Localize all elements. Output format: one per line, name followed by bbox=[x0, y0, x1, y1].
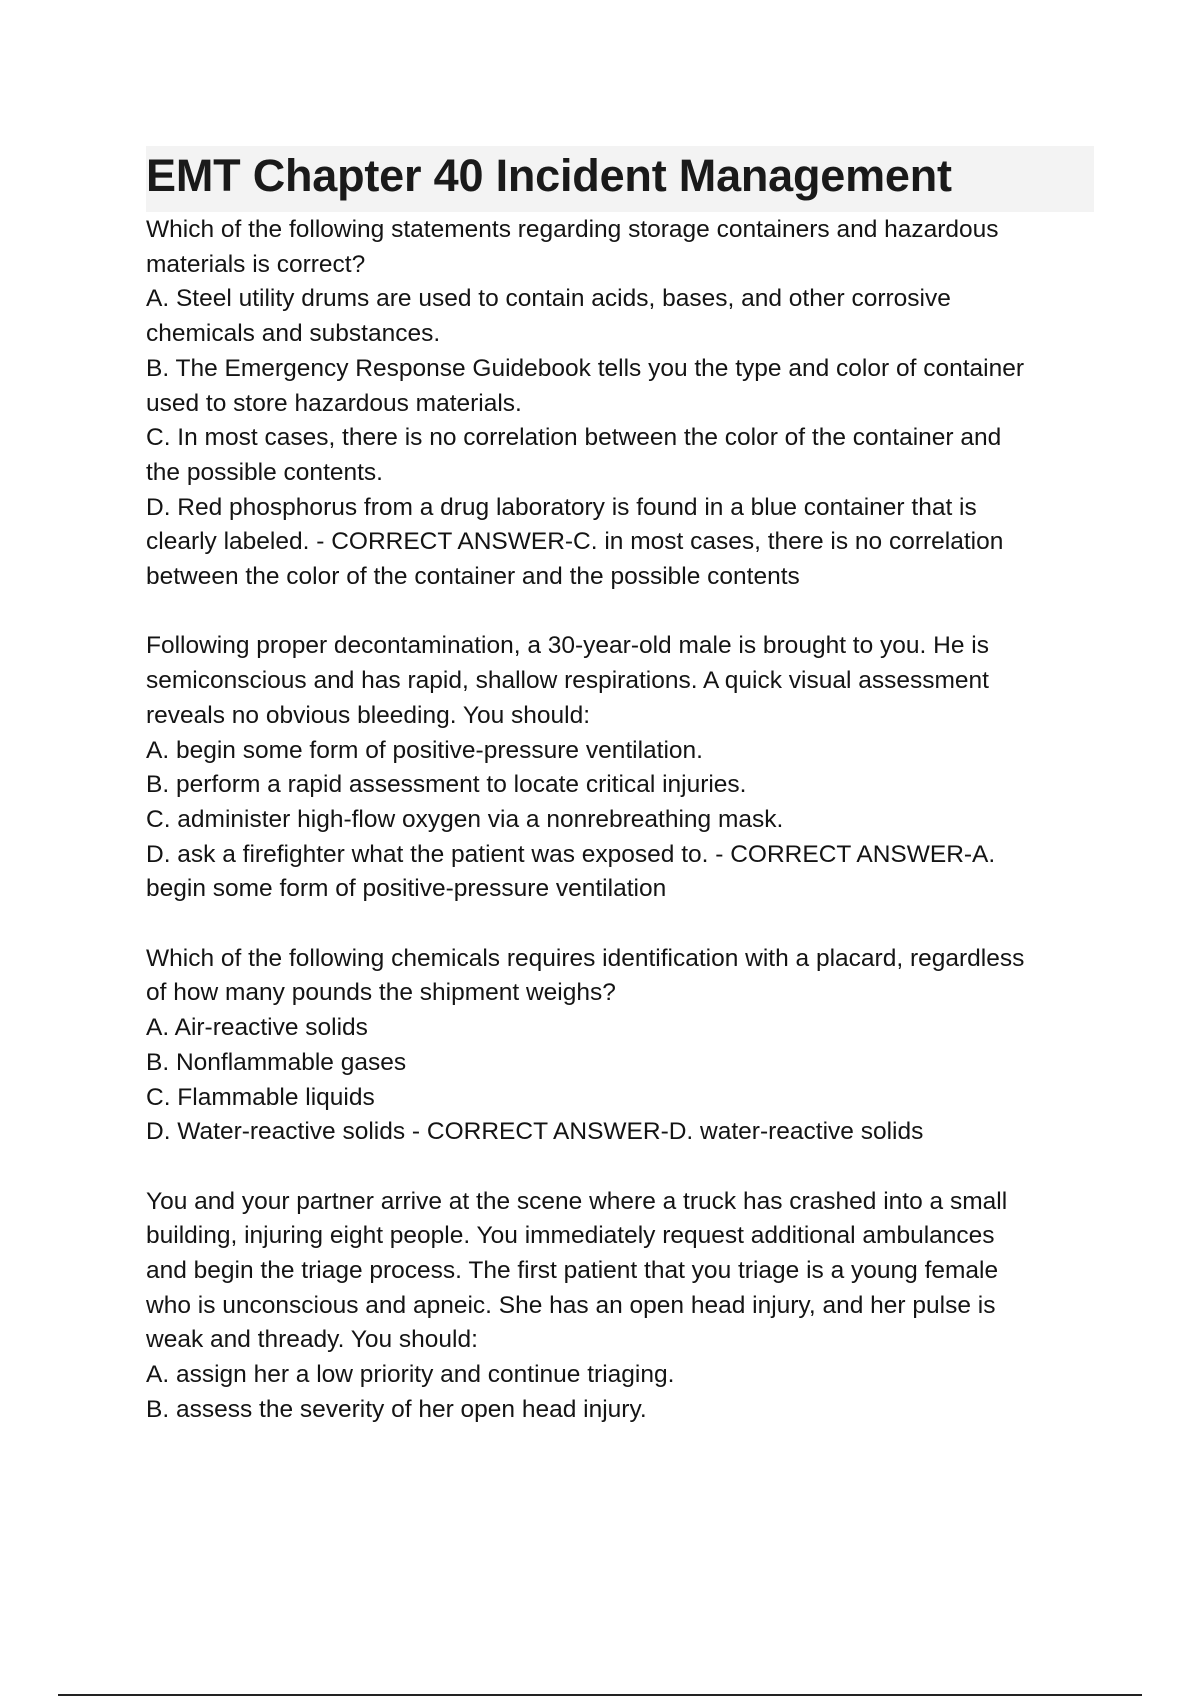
correct-answer-line: clearly labeled. - CORRECT ANSWER-C. in most cases, there is no correlation bbox=[146, 528, 1004, 556]
answer-option-line: used to store hazardous materials. bbox=[146, 389, 522, 417]
correct-answer-line: D. ask a firefighter what the patient was exposed to. - CORRECT ANSWER-A. bbox=[146, 840, 996, 868]
answer-option-line: A. Air-reactive solids bbox=[146, 1014, 368, 1042]
answer-option-line: B. assess the severity of her open head injury. bbox=[146, 1395, 647, 1423]
question-text-line: weak and thready. You should: bbox=[146, 1326, 478, 1354]
question-text-line: Following proper decontamination, a 30-year-old male is brought to you. He is bbox=[146, 632, 989, 660]
question-text-line: materials is correct? bbox=[146, 250, 366, 278]
answer-option-line: chemicals and substances. bbox=[146, 320, 441, 348]
correct-answer-line: between the color of the container and the possible contents bbox=[146, 563, 800, 591]
question-text-line: building, injuring eight people. You immediately request additional ambulances bbox=[146, 1222, 995, 1250]
answer-option-line: C. In most cases, there is no correlation between the color of the container and bbox=[146, 424, 1002, 452]
question-text-line: semiconscious and has rapid, shallow respirations. A quick visual assessment bbox=[146, 667, 989, 695]
correct-answer-line: begin some form of positive-pressure ventilation bbox=[146, 875, 667, 903]
question-text-line: of how many pounds the shipment weighs? bbox=[146, 979, 616, 1007]
question-text-line: reveals no obvious bleeding. You should: bbox=[146, 701, 591, 729]
question-block bbox=[146, 213, 1094, 595]
answer-option-line: D. Red phosphorus from a drug laboratory is found in a blue container that is bbox=[146, 493, 977, 521]
answer-option-line: B. perform a rapid assessment to locate critical injuries. bbox=[146, 771, 747, 799]
question-text-line: who is unconscious and apneic. She has an open head injury, and her pulse is bbox=[146, 1291, 996, 1319]
page-title: EMT Chapter 40 Incident Management bbox=[146, 150, 952, 201]
question-text-line: Which of the following statements regarding storage containers and hazardous bbox=[146, 216, 999, 243]
question-block bbox=[146, 629, 1094, 907]
answer-option-line: C. Flammable liquids bbox=[146, 1083, 375, 1111]
answer-option-line: B. The Emergency Response Guidebook tells you the type and color of container bbox=[146, 354, 1024, 382]
answer-option-line: A. begin some form of positive-pressure ventilation. bbox=[146, 736, 703, 764]
answer-option-line: the possible contents. bbox=[146, 458, 383, 486]
answer-option-line: B. Nonflammable gases bbox=[146, 1048, 407, 1076]
question-block bbox=[146, 942, 1094, 1150]
question-text-line: You and your partner arrive at the scene where a truck has crashed into a small bbox=[146, 1187, 1008, 1215]
question-text-line: and begin the triage process. The first patient that you triage is a young female bbox=[146, 1257, 999, 1285]
question-text-line: Which of the following chemicals requires identification with a placard, regardless bbox=[146, 944, 1025, 972]
page-bottom-rule bbox=[58, 1694, 1142, 1696]
answer-option-line: A. assign her a low priority and continue triaging. bbox=[146, 1361, 675, 1389]
answer-option-line: C. administer high-flow oxygen via a nonrebreathing mask. bbox=[146, 805, 784, 833]
correct-answer-line: D. Water-reactive solids - CORRECT ANSWER-D. water-reactive solids bbox=[146, 1118, 924, 1146]
answer-option-line: A. Steel utility drums are used to contain acids, bases, and other corrosive bbox=[146, 285, 951, 313]
question-list bbox=[146, 213, 1094, 1462]
question-block bbox=[146, 1185, 1094, 1428]
